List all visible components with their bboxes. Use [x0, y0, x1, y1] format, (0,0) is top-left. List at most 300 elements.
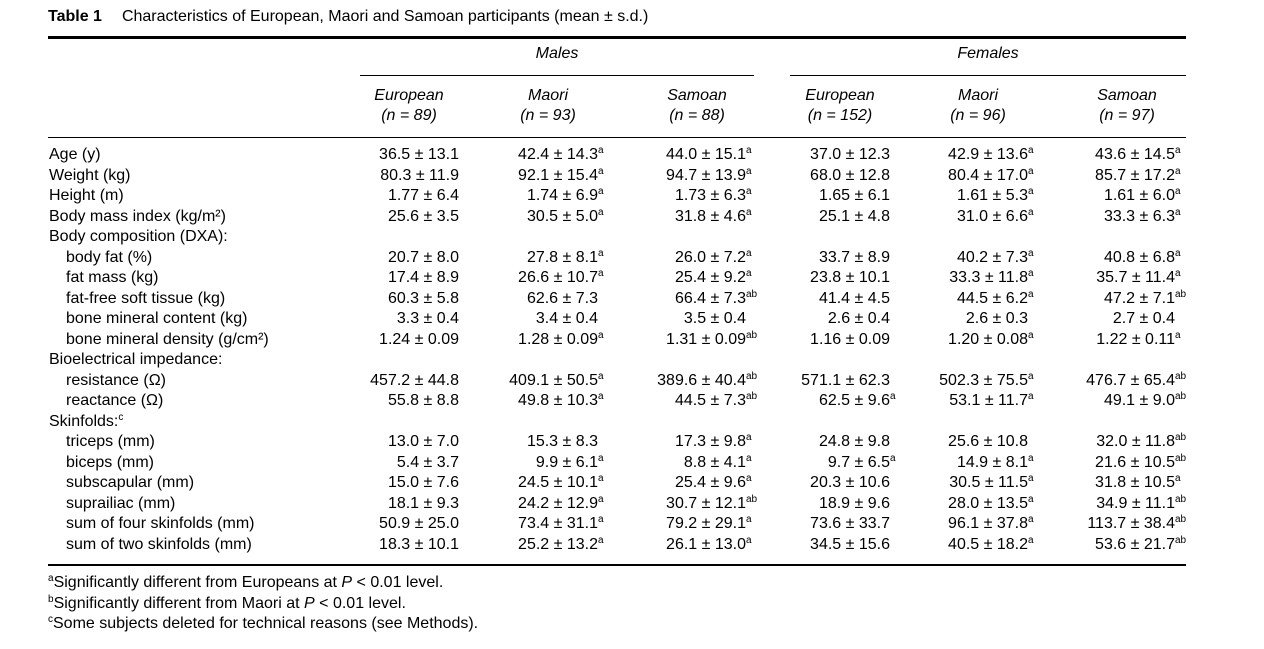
data-cell [898, 371, 1034, 391]
table-row [0, 186, 1264, 207]
data-cell [898, 514, 1034, 534]
row-label: Age (y) [49, 146, 101, 163]
data-cell [760, 330, 890, 350]
footnote-text-tail: < 0.01 level. [352, 574, 444, 591]
data-cell [329, 371, 459, 391]
data-cell [468, 494, 604, 514]
data-cell [329, 330, 459, 350]
row-label: biceps (mm) [66, 453, 155, 471]
cell-value: 1.24 ± 0.09 [379, 330, 459, 348]
table-row [0, 309, 1264, 330]
table-label: Table 1 [48, 8, 102, 25]
cell-value: 15.3 ± 8.3 [526, 433, 598, 450]
significance-marker: a [1028, 391, 1034, 402]
cell-value: 80.3 ± 11.9 [380, 166, 459, 184]
data-cell [468, 289, 598, 309]
cell-value: 62.5 ± 9.6 [818, 392, 890, 409]
table-row [0, 535, 1264, 556]
cell-value: 571.1 ± 62.3 [801, 371, 890, 389]
data-cell [1045, 514, 1186, 534]
data-cell [616, 391, 757, 411]
table-title: Characteristics of European, Maori and Samoan participants (mean ± s.d.) [121, 8, 649, 25]
data-cell [760, 145, 890, 165]
cell-value: 85.7 ± 17.2 [1095, 166, 1175, 184]
data-cell [616, 371, 757, 391]
column-name: European [374, 87, 444, 104]
data-cell [468, 207, 604, 227]
data-cell [616, 535, 752, 555]
cell-value: 502.3 ± 75.5 [939, 371, 1028, 389]
cell-value: 1.20 ± 0.08 [948, 330, 1028, 348]
data-cell [329, 166, 459, 186]
table-row [0, 453, 1264, 474]
data-cell [468, 145, 604, 165]
data-cell [1045, 535, 1186, 555]
cell-value: 26.0 ± 7.2 [674, 248, 746, 266]
cell-value: 21.6 ± 10.5 [1095, 453, 1175, 471]
significance-marker: a [1028, 145, 1034, 156]
row-label: Skinfolds:$^c$ [49, 411, 124, 430]
row-label: Weight (kg) [49, 166, 131, 184]
cell-value: 31.8 ± 4.6 [674, 207, 746, 225]
table-row [0, 391, 1264, 412]
cell-value: 55.8 ± 8.8 [387, 392, 459, 409]
footnote-text: Significantly different from Maori at [53, 594, 305, 612]
row-label: suprailiac (mm) [66, 494, 176, 512]
row-label: reactance (Ω) [66, 392, 164, 409]
column-name: Samoan [1097, 87, 1157, 104]
cell-value: 44.0 ± 15.1 [666, 146, 746, 163]
data-cell [616, 289, 757, 309]
column-header-males-samoan [627, 86, 767, 126]
data-cell [616, 166, 752, 186]
column-n: (n = 88) [669, 107, 725, 124]
data-cell [468, 535, 604, 555]
table-caption [48, 8, 648, 26]
data-cell [329, 453, 459, 473]
significance-marker: a [746, 452, 752, 464]
data-cell [468, 309, 598, 329]
cell-value: 18.3 ± 10.1 [379, 535, 459, 553]
data-cell [898, 453, 1034, 473]
significance-marker: a [598, 186, 604, 197]
group-header-males: Males [535, 45, 579, 62]
data-cell [898, 432, 1028, 452]
cell-value: 18.1 ± 9.3 [387, 494, 459, 512]
significance-marker: a [1175, 247, 1181, 259]
significance-marker: a [746, 534, 752, 546]
significance-marker: a [1028, 247, 1034, 259]
cell-value: 33.7 ± 8.9 [818, 248, 890, 266]
cell-value: 1.73 ± 6.3 [674, 187, 746, 204]
data-cell [898, 494, 1034, 514]
data-cell [329, 535, 459, 555]
significance-marker: a [1175, 206, 1181, 218]
significance-marker: a [746, 432, 752, 443]
data-cell [1045, 248, 1181, 268]
cell-value: 53.6 ± 21.7 [1095, 535, 1175, 553]
cell-value: 1.61 ± 6.0 [1103, 187, 1175, 204]
significance-marker: a [890, 452, 896, 464]
data-cell [1045, 432, 1186, 452]
data-cell [760, 391, 896, 411]
footnote-text-tail: < 0.01 level. [314, 594, 406, 612]
data-cell [760, 494, 890, 514]
cell-value: 20.7 ± 8.0 [387, 248, 459, 266]
data-cell [329, 309, 459, 329]
data-cell [329, 473, 459, 493]
table-row [0, 494, 1264, 515]
significance-marker: ab [746, 288, 758, 300]
cell-value: 14.9 ± 8.1 [956, 453, 1028, 471]
significance-marker: ab [1175, 514, 1187, 525]
column-header-females-maori [908, 86, 1048, 126]
row-label: Bioelectrical impedance: [49, 351, 223, 368]
cell-value: 80.4 ± 17.0 [948, 166, 1028, 184]
cell-value: 389.6 ± 40.4 [657, 371, 746, 389]
cell-value: 1.16 ± 0.09 [810, 330, 890, 348]
table-row [0, 350, 1264, 371]
data-cell [468, 248, 604, 268]
table-row [0, 371, 1264, 392]
significance-marker: a [598, 247, 604, 259]
data-cell [898, 166, 1034, 186]
significance-marker: a [1028, 493, 1034, 505]
cell-value: 30.7 ± 12.1 [666, 494, 746, 512]
data-cell [898, 268, 1034, 288]
significance-marker: a [598, 329, 604, 341]
data-cell [616, 432, 752, 452]
significance-marker: a [1028, 165, 1034, 177]
table-row [0, 268, 1264, 289]
significance-marker: a [746, 145, 752, 156]
data-cell [1045, 186, 1181, 206]
females-span-rule [790, 75, 1186, 76]
group-header-females: Females [957, 45, 1019, 62]
table-row [0, 227, 1264, 248]
cell-value: 24.8 ± 9.8 [818, 433, 890, 450]
cell-value: 17.3 ± 9.8 [674, 433, 746, 450]
column-header-females-european [770, 86, 910, 126]
cell-value: 73.4 ± 31.1 [518, 515, 598, 532]
data-cell [760, 289, 890, 309]
cell-value: 31.8 ± 10.5 [1095, 474, 1175, 491]
data-cell [898, 207, 1034, 227]
cell-value: 5.4 ± 3.7 [396, 453, 459, 471]
significance-marker: a [598, 514, 604, 525]
data-cell [760, 535, 890, 555]
significance-marker: a [1028, 473, 1034, 484]
significance-marker: a [1028, 370, 1034, 382]
data-cell [329, 514, 459, 534]
data-cell [616, 207, 752, 227]
cell-value: 30.5 ± 11.5 [949, 474, 1028, 491]
significance-marker: ab [746, 391, 758, 402]
data-cell [898, 391, 1034, 411]
data-cell [329, 494, 459, 514]
significance-marker: ab [1175, 493, 1187, 505]
data-cell [468, 330, 604, 350]
cell-value: 42.4 ± 14.3 [518, 146, 598, 163]
data-cell [1045, 494, 1186, 514]
significance-marker: ab [1175, 432, 1187, 443]
row-label: resistance (Ω) [66, 371, 166, 389]
cell-value: 3.4 ± 0.4 [535, 310, 598, 327]
row-label: Body composition (DXA): [49, 228, 228, 245]
data-cell [1045, 166, 1181, 186]
data-cell [1045, 473, 1181, 493]
cell-value: 26.6 ± 10.7 [518, 269, 598, 286]
data-cell [1045, 289, 1186, 309]
significance-marker: a [746, 165, 752, 177]
row-label: fat mass (kg) [66, 269, 159, 286]
data-cell [329, 268, 459, 288]
p-symbol: P [304, 594, 315, 612]
cell-value: 25.6 ± 10.8 [948, 433, 1028, 450]
data-cell [616, 514, 752, 534]
cell-value: 13.0 ± 7.0 [387, 433, 459, 450]
significance-marker: a [598, 268, 604, 279]
males-span-rule [360, 75, 754, 76]
data-cell [760, 432, 890, 452]
significance-marker: ab [746, 370, 758, 382]
cell-value: 9.9 ± 6.1 [535, 453, 598, 471]
cell-value: 24.5 ± 10.1 [518, 474, 598, 491]
cell-value: 20.3 ± 10.6 [810, 474, 890, 491]
cell-value: 30.5 ± 5.0 [526, 207, 598, 225]
cell-value: 25.4 ± 9.2 [674, 269, 746, 286]
data-cell [898, 473, 1034, 493]
cell-value: 47.2 ± 7.1 [1103, 289, 1175, 307]
cell-value: 2.6 ± 0.4 [827, 310, 890, 327]
significance-marker: a [1028, 452, 1034, 464]
significance-marker: a [1175, 165, 1181, 177]
table-row [0, 289, 1264, 310]
data-cell [1045, 371, 1186, 391]
cell-value: 3.5 ± 0.4 [683, 310, 746, 327]
data-cell [760, 453, 896, 473]
significance-marker: ab [1175, 452, 1187, 464]
data-cell [468, 453, 604, 473]
data-cell [1045, 268, 1181, 288]
table-row [0, 248, 1264, 269]
row-label: bone mineral density (g/cm²) [66, 330, 269, 348]
footnote-text: Some subjects deleted for technical reasons (see Methods). [53, 615, 479, 632]
column-name: European [805, 87, 875, 104]
significance-marker: a [1028, 186, 1034, 197]
cell-value: 409.1 ± 50.5 [509, 371, 598, 389]
cell-value: 28.0 ± 13.5 [948, 494, 1028, 512]
cell-value: 92.1 ± 15.4 [518, 166, 598, 184]
data-cell [329, 145, 459, 165]
data-cell [898, 186, 1034, 206]
row-label: sum of four skinfolds (mm) [66, 515, 255, 532]
significance-marker: a [746, 268, 752, 279]
data-cell [468, 371, 604, 391]
cell-value: 40.8 ± 6.8 [1103, 248, 1175, 266]
significance-marker: a [746, 514, 752, 525]
significance-marker: a [890, 391, 896, 402]
cell-value: 476.7 ± 65.4 [1086, 371, 1175, 389]
footnote-c [48, 614, 478, 634]
significance-marker: ab [1175, 391, 1187, 402]
significance-marker: a [598, 145, 604, 156]
cell-value: 31.0 ± 6.6 [956, 207, 1028, 225]
cell-value: 1.28 ± 0.09 [518, 330, 598, 348]
column-name: Maori [527, 87, 568, 104]
footnote-marker: b [48, 593, 54, 605]
significance-marker: a [1175, 473, 1181, 484]
cell-value: 53.1 ± 11.7 [949, 392, 1028, 409]
row-label: Height (m) [49, 187, 124, 204]
data-cell [616, 330, 757, 350]
cell-value: 15.0 ± 7.6 [387, 474, 459, 491]
table-row [0, 412, 1264, 433]
cell-value: 44.5 ± 7.3 [674, 392, 746, 409]
cell-value: 49.8 ± 10.3 [518, 392, 598, 409]
data-cell [329, 391, 459, 411]
cell-value: 1.61 ± 5.3 [956, 187, 1028, 204]
cell-value: 457.2 ± 44.8 [370, 371, 459, 389]
significance-marker: a [746, 206, 752, 218]
data-cell [468, 166, 604, 186]
data-cell [468, 268, 604, 288]
data-cell [760, 166, 890, 186]
row-label: Body mass index (kg/m²) [49, 207, 226, 225]
data-cell [468, 514, 604, 534]
cell-value: 17.4 ± 8.9 [387, 269, 459, 286]
column-n: (n = 97) [1099, 107, 1155, 124]
table-row [0, 166, 1264, 187]
column-n: (n = 152) [807, 107, 873, 124]
p-symbol: P [341, 574, 353, 591]
data-cell [898, 309, 1028, 329]
cell-value: 49.1 ± 9.0 [1103, 392, 1175, 409]
row-label: body fat (%) [66, 248, 153, 266]
data-cell [616, 268, 752, 288]
cell-value: 25.2 ± 13.2 [518, 535, 598, 553]
data-cell [329, 248, 459, 268]
data-cell [1045, 453, 1186, 473]
data-cell [898, 145, 1034, 165]
cell-value: 1.22 ± 0.11 [1096, 330, 1175, 348]
cell-value: 1.31 ± 0.09 [666, 330, 746, 348]
cell-value: 68.0 ± 12.8 [810, 166, 890, 184]
significance-marker: a [1175, 268, 1181, 279]
cell-value: 73.6 ± 33.7 [810, 515, 890, 532]
data-cell [898, 330, 1034, 350]
data-cell [616, 145, 752, 165]
cell-value: 33.3 ± 11.8 [949, 269, 1028, 286]
data-cell [760, 309, 890, 329]
bottom-rule [48, 564, 1186, 566]
cell-value: 42.9 ± 13.6 [948, 146, 1028, 163]
cell-value: 1.65 ± 6.1 [818, 187, 890, 204]
column-header-females-samoan [1057, 86, 1197, 126]
column-n: (n = 89) [381, 107, 437, 124]
cell-value: 9.7 ± 6.5 [827, 453, 890, 471]
significance-marker: a [1028, 288, 1034, 300]
footnote-marker: c [118, 411, 124, 423]
cell-value: 25.4 ± 9.6 [674, 474, 746, 491]
column-header-males-maori [478, 86, 618, 126]
column-n: (n = 96) [950, 107, 1006, 124]
significance-marker: a [1175, 145, 1181, 156]
cell-value: 113.7 ± 38.4 [1087, 515, 1175, 532]
cell-value: 35.7 ± 11.4 [1096, 269, 1175, 286]
significance-marker: ab [746, 493, 758, 505]
significance-marker: a [1028, 329, 1034, 341]
data-cell [898, 248, 1034, 268]
cell-value: 18.9 ± 9.6 [818, 494, 890, 512]
cell-value: 94.7 ± 13.9 [666, 166, 746, 184]
data-cell [1045, 391, 1186, 411]
cell-value: 41.4 ± 4.5 [818, 289, 890, 307]
cell-value: 36.5 ± 13.1 [379, 146, 459, 163]
data-cell [1045, 207, 1181, 227]
row-label: sum of two skinfolds (mm) [66, 535, 252, 553]
data-cell [760, 473, 890, 493]
row-label: triceps (mm) [66, 433, 155, 450]
data-cell [898, 535, 1034, 555]
cell-value: 2.7 ± 0.4 [1112, 310, 1175, 327]
row-label: fat-free soft tissue (kg) [66, 289, 226, 307]
significance-marker: a [598, 370, 604, 382]
data-cell [1045, 145, 1181, 165]
cell-value: 2.6 ± 0.3 [965, 310, 1028, 327]
table-row [0, 145, 1264, 166]
significance-marker: ab [1175, 288, 1187, 300]
data-cell [1045, 330, 1181, 350]
footnote-marker: c [48, 614, 53, 625]
significance-marker: a [598, 206, 604, 218]
data-cell [616, 453, 752, 473]
data-cell [616, 494, 757, 514]
cell-value: 79.2 ± 29.1 [666, 515, 746, 532]
column-n: (n = 93) [520, 107, 576, 124]
data-cell [329, 207, 459, 227]
data-cell [760, 371, 890, 391]
cell-value: 32.0 ± 11.8 [1096, 433, 1175, 450]
cell-value: 26.1 ± 13.0 [666, 535, 746, 553]
cell-value: 25.1 ± 4.8 [818, 207, 890, 225]
cell-value: 62.6 ± 7.3 [526, 289, 598, 307]
row-label: bone mineral content (kg) [66, 310, 248, 327]
row-label: subscapular (mm) [66, 474, 195, 491]
column-name: Samoan [667, 87, 727, 104]
cell-value: 24.2 ± 12.9 [518, 494, 598, 512]
cell-value: 43.6 ± 14.5 [1095, 146, 1175, 163]
data-cell [329, 432, 459, 452]
significance-marker: ab [1175, 370, 1187, 382]
cell-value: 44.5 ± 6.2 [956, 289, 1028, 307]
column-name: Maori [957, 87, 998, 104]
cell-value: 40.2 ± 7.3 [956, 248, 1028, 266]
cell-value: 27.8 ± 8.1 [526, 248, 598, 266]
significance-marker: a [1028, 268, 1034, 279]
table-row [0, 330, 1264, 351]
data-cell [468, 186, 604, 206]
cell-value: 3.3 ± 0.4 [396, 310, 459, 327]
top-rule [48, 36, 1186, 39]
data-cell [760, 207, 890, 227]
data-cell [760, 514, 890, 534]
cell-value: 96.1 ± 37.8 [948, 515, 1028, 532]
data-cell [616, 473, 752, 493]
data-cell [760, 186, 890, 206]
data-cell [1045, 309, 1175, 329]
cell-value: 25.6 ± 3.5 [387, 207, 459, 225]
